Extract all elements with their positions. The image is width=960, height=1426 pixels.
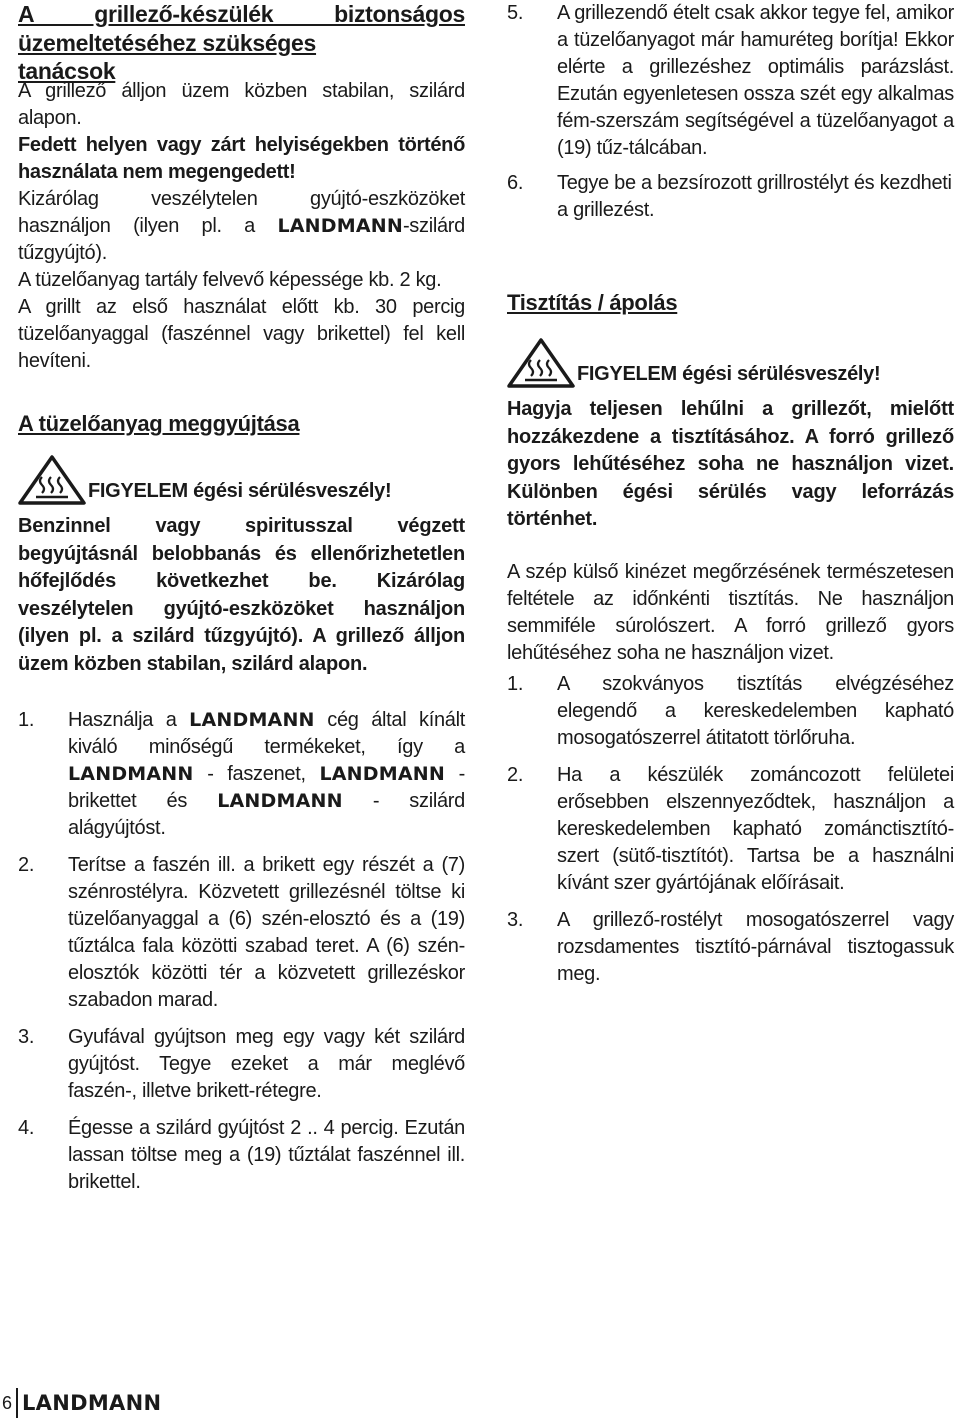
step-number: 6.	[507, 172, 524, 194]
step-text-part: - faszenet,	[193, 763, 320, 785]
step-number: 4.	[18, 1117, 35, 1139]
page-footer	[0, 1388, 161, 1418]
step-text: Terítse a faszén ill. a brikett egy részét a (7) szénrostélyra. Közvetett grillezésnél töltse ki tüzelőanyaggal a (6) szén-elosztó és a (19) tűztálca fala közötti szabad teret. A (6) szén-elosztók közötti tér a közvetett grillezéskor szabadon marad.	[68, 854, 465, 1011]
list-item	[507, 170, 954, 224]
intro-capacity: A tüzelőanyag tartály felvevő képessége kb. 2 kg.	[18, 269, 442, 291]
list-item	[507, 907, 954, 988]
step-number: 1.	[18, 709, 35, 731]
brand-name: LANDMANN	[189, 709, 315, 731]
page-title-line-1: A grillező-készülék biztonságos	[18, 1, 465, 27]
warning-body-ignition: Benzinnel vagy spiritusszal végzett begyújtásnál belobbanás és ellenőrizhetetlen hőfejlődés következhet be. Kizárólag veszélytelen gyújtó-eszközöket használjon (ilyen pl. a szilárd tűzgyújtó). A grillező álljon üzem közben stabilan, szilárd alapon.	[18, 515, 465, 675]
cleaning-intro: A szép külső kinézet megőrzésének természetesen feltétele az időnkénti tisztítás. Ne használjon semmiféle súrolószert. A forró grillező gyors lehűtéséhez soha ne használjon vizet.	[507, 561, 954, 664]
intro-preheat: A grillt az első használat előtt kb. 30 percig tüzelőanyaggal (faszénnel vagy brikettel) fel kell hevíteni.	[18, 296, 465, 372]
step-text-part: cég által kínált kiváló minőségű termékeket, így a	[68, 709, 465, 758]
warning-header-ignition	[18, 455, 391, 505]
list-item	[18, 707, 465, 842]
intro-igniters	[18, 186, 465, 267]
step-number: 3.	[507, 909, 524, 931]
footer-divider	[16, 1388, 18, 1418]
brand-name: LANDMANN	[319, 763, 445, 785]
step-number: 5.	[507, 2, 524, 24]
ignition-steps-continued	[507, 0, 954, 224]
list-item	[18, 852, 465, 1014]
step-text-part: Használja a	[68, 709, 190, 731]
step-text	[68, 707, 465, 842]
warning-body-cleaning: Hagyja teljesen lehűlni a grillezőt, mielőtt hozzákezdene a tisztításához. A forró grillező gyors lehűtéséhez soha ne használjon vizet. Különben égési sérülés vagy leforrázás történhet.	[507, 398, 954, 530]
step-text: A grillezendő ételt csak akkor tegye fel, amikor a tüzelőanyagot már hamuréteg borítja! Ekkor elérte a grillezéshez optimális parázslást. Ezután egyenletesen ossza szét egy alkalmas fém-szerszám segítségével a tüzelőanyagot a (19) tűz-tálcában.	[557, 2, 954, 159]
warning-label: FIGYELEM égési sérülésveszély!	[577, 363, 881, 385]
hot-surface-warning-icon	[18, 455, 86, 505]
cleaning-steps	[507, 671, 954, 988]
intro-igniters-text-a: Kizárólag veszélytelen gyújtó-eszközöket használjon (ilyen pl. a	[18, 188, 465, 237]
list-item	[507, 762, 954, 897]
step-number: 1.	[507, 673, 524, 695]
brand-name: LANDMANN	[277, 215, 403, 237]
step-number: 2.	[507, 764, 524, 786]
page-title-line-2: üzemeltetéséhez szükséges tanácsok	[18, 30, 317, 84]
list-item	[507, 0, 954, 162]
brand-name: LANDMANN	[68, 763, 194, 785]
step-text: Égesse a szilárd gyújtóst 2 .. 4 percig. Ezután lassan töltse meg a (19) tűztálat faszénnel ill. brikettel.	[68, 1117, 465, 1193]
list-item	[18, 1024, 465, 1105]
warning-header-cleaning	[507, 338, 880, 388]
step-text: A szokványos tisztítás elvégzéséhez elegendő a kereskedelemben kapható mosogatószerrel átitatott törlőruha.	[557, 673, 954, 749]
footer-logo: LANDMANN	[22, 1391, 162, 1415]
step-text: Tegye be a bezsírozott grillrostélyt és kezdheti a grillezést.	[557, 172, 952, 221]
page-number: 6	[2, 1392, 13, 1413]
list-item	[18, 1115, 465, 1196]
step-text: Gyufával gyújtson meg egy vagy két szilárd gyújtóst. Tegye ezeket a már meglévő faszén-, illetve brikett-rétegre.	[68, 1026, 465, 1102]
list-item	[507, 671, 954, 752]
step-text: Ha a készülék zománcozott felületei erősebben elszennyeződtek, használjon a kereskedelemben kapható zománctisztító-szert (sütő-tisztítót). Tartsa be a használni kívánt szer gyártójának előírásait.	[557, 764, 954, 894]
brand-name: LANDMANN	[217, 790, 343, 812]
step-text: A grillező-rostélyt mosogatószerrel vagy rozsdamentes tisztító-párnával tisztogassuk meg.	[557, 909, 954, 985]
warning-label: FIGYELEM égési sérülésveszély!	[88, 480, 392, 502]
intro-igniters-text-b: -szilárd tűzgyújtó).	[18, 215, 465, 264]
step-number: 3.	[18, 1026, 35, 1048]
step-text-part: - brikettet és	[68, 763, 465, 812]
section-title-ignition: A tüzelőanyag meggyújtása	[18, 411, 300, 436]
step-text-part: - szilárd alágyújtóst.	[68, 790, 465, 839]
ignition-steps	[18, 707, 465, 1196]
intro-stable: A grillező álljon üzem közben stabilan, szilárd alapon.	[18, 80, 465, 129]
section-title-cleaning: Tisztítás / ápolás	[507, 290, 678, 315]
intro-indoor-warning: Fedett helyen vagy zárt helyiségekben történő használata nem megengedett!	[18, 134, 465, 183]
step-number: 2.	[18, 854, 35, 876]
hot-surface-warning-icon	[507, 338, 575, 388]
safety-intro	[18, 78, 465, 375]
